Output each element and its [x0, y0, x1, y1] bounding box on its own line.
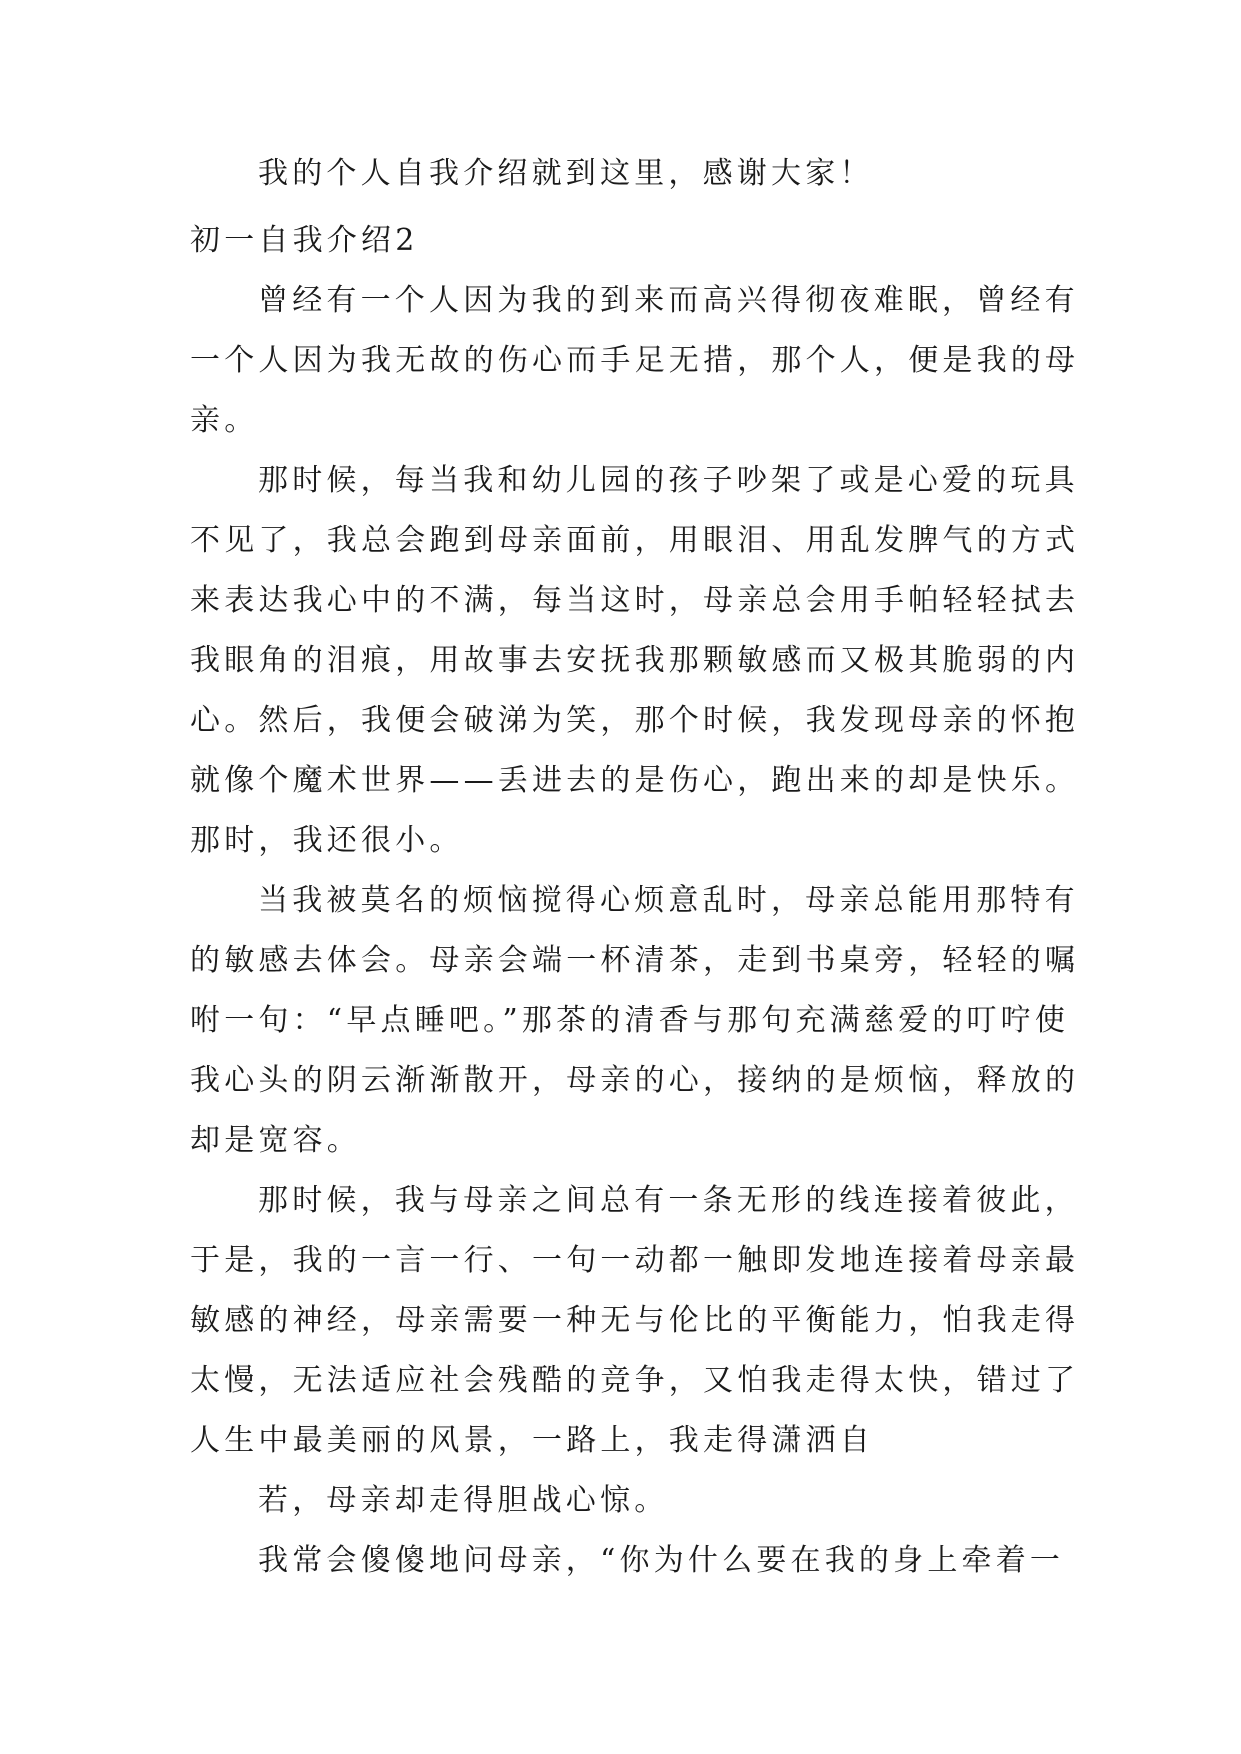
- text-line: 就像个魔术世界——丢进去的是伤心，跑出来的却是快乐。: [190, 763, 1080, 798]
- text-line: 于是，我的一言一行、一句一动都一触即发地连接着母亲最: [190, 1243, 1080, 1278]
- section-heading: 初一自我介绍2: [190, 223, 419, 258]
- text-line: 那时候，每当我和幼儿园的孩子吵架了或是心爱的玩具: [258, 463, 1079, 498]
- text-line: 来表达我心中的不满，每当这时，母亲总会用手帕轻轻拭去: [190, 583, 1080, 618]
- text-line: 不见了，我总会跑到母亲面前，用眼泪、用乱发脾气的方式: [190, 523, 1080, 558]
- text-line: 的敏感去体会。母亲会端一杯清茶，走到书桌旁，轻轻的嘱: [190, 943, 1080, 978]
- text-line: 那时，我还很小。: [190, 823, 464, 858]
- text-line: 我常会傻傻地问母亲，“你为什么要在我的身上牵着一: [258, 1543, 1065, 1578]
- text-line: 当我被莫名的烦恼搅得心烦意乱时，母亲总能用那特有: [258, 883, 1079, 918]
- text-line: 曾经有一个人因为我的到来而高兴得彻夜难眠，曾经有: [258, 283, 1079, 318]
- text-line: 太慢，无法适应社会残酷的竞争，又怕我走得太快，错过了: [190, 1363, 1080, 1398]
- text-line: 咐一句：“早点睡吧。”那茶的清香与那句充满慈爱的叮咛使: [190, 1003, 1070, 1038]
- text-line: 人生中最美丽的风景，一路上，我走得潇洒自: [190, 1423, 874, 1458]
- text-line: 亲。: [190, 403, 259, 438]
- text-line: 却是宽容。: [190, 1123, 361, 1158]
- text-line: 心。然后，我便会破涕为笑，那个时候，我发现母亲的怀抱: [190, 703, 1080, 738]
- text-line: 我心头的阴云渐渐散开，母亲的心，接纳的是烦恼，释放的: [190, 1063, 1080, 1098]
- text-line: 我眼角的泪痕，用故事去安抚我那颗敏感而又极其脆弱的内: [190, 643, 1080, 678]
- text-line: 那时候，我与母亲之间总有一条无形的线连接着彼此，: [258, 1183, 1079, 1218]
- text-line: 若，母亲却走得胆战心惊。: [258, 1483, 669, 1518]
- text-line: 我的个人自我介绍就到这里，感谢大家！: [258, 156, 874, 191]
- text-line: 敏感的神经，母亲需要一种无与伦比的平衡能力，怕我走得: [190, 1303, 1080, 1338]
- text-line: 一个人因为我无故的伤心而手足无措，那个人，便是我的母: [190, 343, 1080, 378]
